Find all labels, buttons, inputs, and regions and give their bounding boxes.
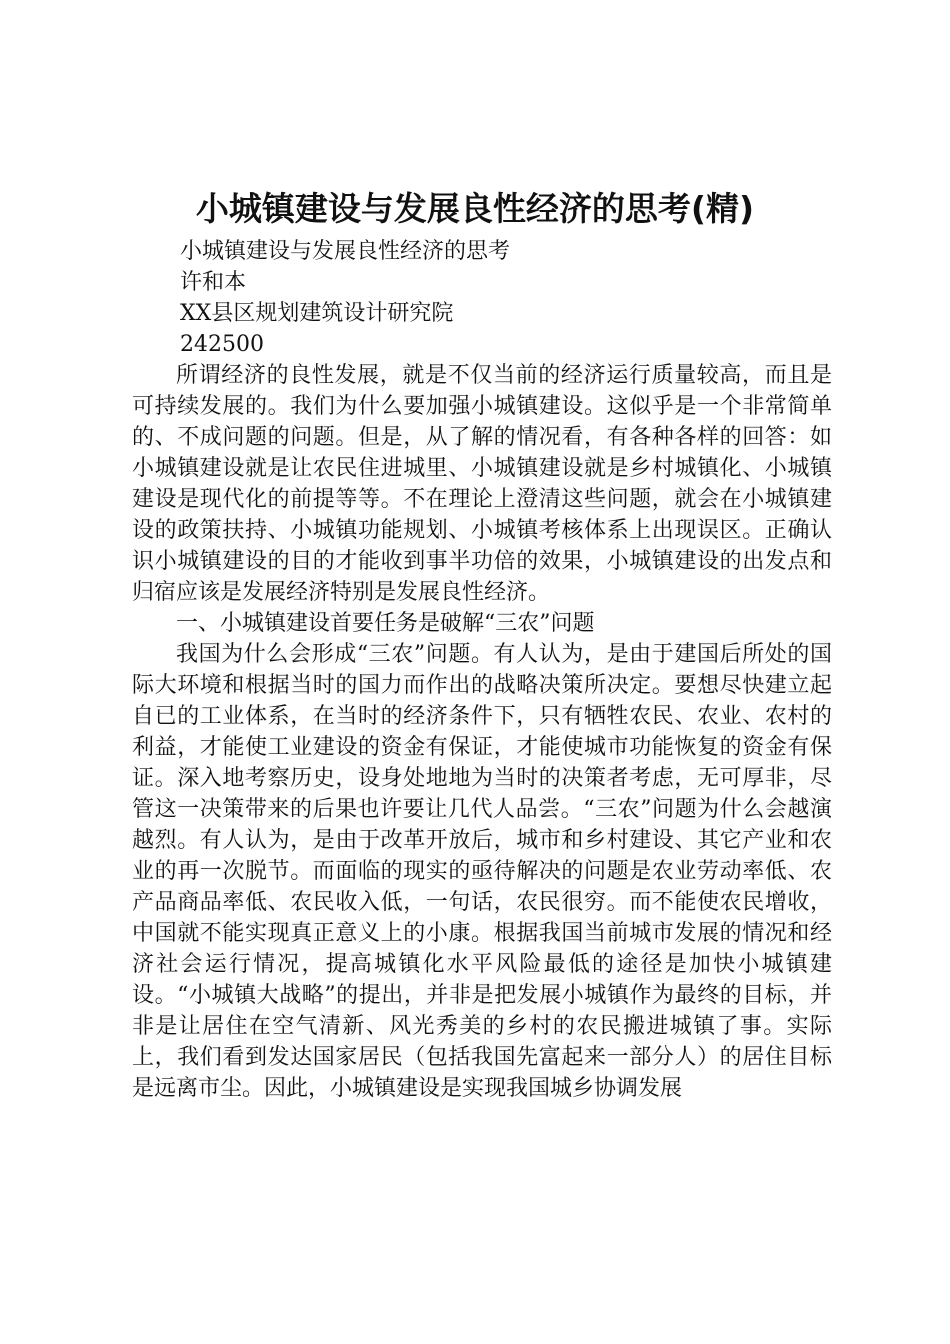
author-name: 许和本 [180, 270, 247, 295]
document-body [132, 360, 832, 1104]
body-paragraph: 我国为什么会形成“三农”问题。有人认为，是由于建国后所处的国际大环境和根据当时的国力而作出的战略决策所决定。要想尽快建立起自已的工业体系，在当时的经济条件下，只有牺牲农民、农业、农村的利益，才能使工业建设的资金有保证，才能使城市功能恢复的资金有保证。深入地考察历史，设身处地地为当时的决策者考虑，无可厚非，尽管这一决策带来的后果也许要让几代人品尝。“三农”问题为什么会越演越烈。有人认为，是由于改革开放后，城市和乡村建设、其它产业和农业的再一次脱节。而面临的现实的亟待解决的问题是农业劳动率低、农产品商品率低、农民收入低，一句话，农民很穷。而不能使农民增收，中国就不能实现真正意义上的小康。根据我国当前城市发展的情况和经济社会运行情况，提高城镇化水平风险最低的途径是加快小城镇建设。“小城镇大战略”的提出，并非是把发展小城镇作为最终的目标，并非是让居住在空气清新、风光秀美的乡村的农民搬进城镇了事。实际上，我们看到发达国家居民（包括我国先富起来一部分人）的居住目标是远离市尘。因此，小城镇建设是实现我国城乡协调发展 [132, 642, 832, 1101]
postal-code: 242500 [180, 332, 264, 357]
section-heading: 一、小城镇建设首要任务是破解“三农”问题 [176, 611, 595, 636]
document-subtitle: 小城镇建设与发展良性经济的思考 [180, 239, 511, 264]
document-title: 小城镇建设与发展良性经济的思考(精) [195, 189, 755, 228]
document-header-info [180, 236, 880, 360]
body-paragraph: 所谓经济的良性发展，就是不仅当前的经济运行质量较高，而且是可持续发展的。我们为什么要加强小城镇建设。这似乎是一个非常简单的、不成问题的问题。但是，从了解的情况看，有各种各样的回答：如小城镇建设就是让农民住进城里、小城镇建设就是乡村城镇化、小城镇建设是现代化的前提等等。不在理论上澄清这些问题，就会在小城镇建设的政策扶持、小城镇功能规划、小城镇考核体系上出现误区。正确认识小城镇建设的目的才能收到事半功倍的效果，小城镇建设的出发点和归宿应该是发展经济特别是发展良性经济。 [132, 363, 832, 605]
author-organization: XX县区规划建筑设计研究院 [180, 301, 454, 326]
